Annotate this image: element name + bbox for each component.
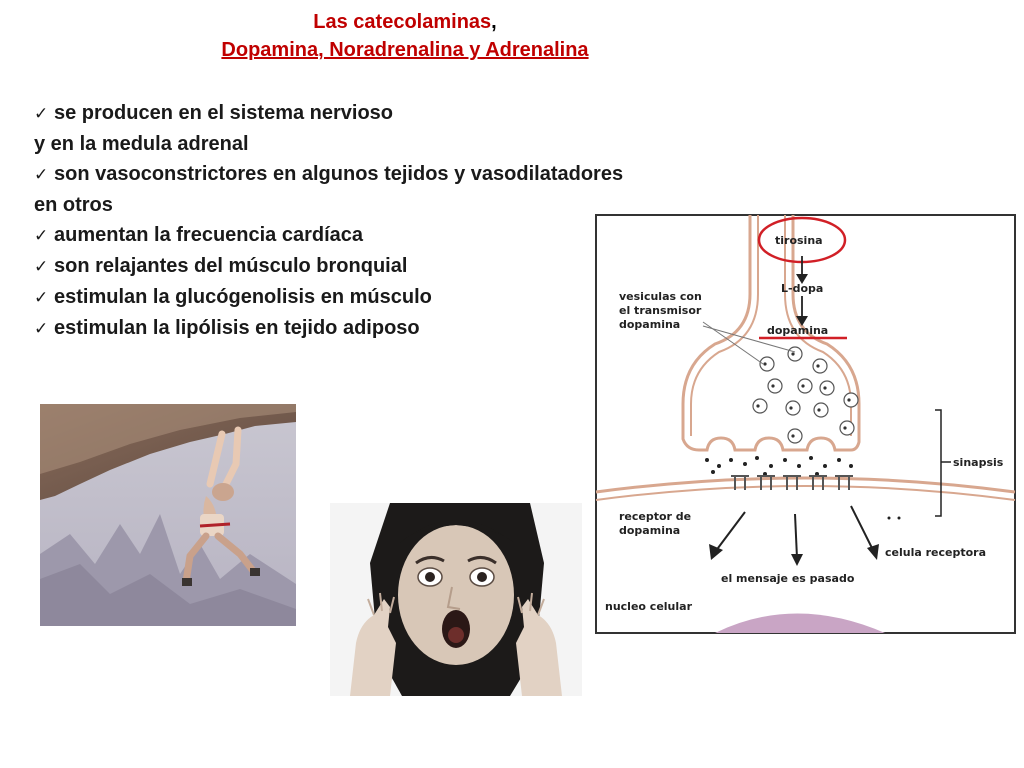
- title-text: Las catecolaminas: [313, 11, 492, 33]
- bullet-text: estimulan la lipólisis en tejido adiposo: [54, 317, 420, 339]
- label-dopamina: dopamina: [767, 324, 829, 337]
- bullet-item: [34, 159, 714, 190]
- bullet-text: en otros: [34, 194, 113, 216]
- title-comma: ,: [491, 11, 497, 33]
- bullet-text: y en la medula adrenal: [34, 133, 249, 155]
- bullet-text: se producen en el sistema nervioso: [54, 102, 394, 124]
- label-receptor-2: dopamina: [619, 524, 681, 537]
- label-receptor-1: receptor de: [619, 510, 692, 523]
- scared-woman-photo: [330, 503, 582, 696]
- label-vesiculas-1: vesiculas con: [619, 290, 702, 303]
- check-icon: ✓: [34, 226, 49, 245]
- slide-subtitle: Dopamina, Noradrenalina y Adrenalina: [221, 39, 589, 61]
- bullet-continuation: [34, 129, 714, 159]
- label-nucleo: nucleo celular: [605, 600, 693, 613]
- check-icon: ✓: [34, 257, 49, 276]
- slide-title-block: [0, 8, 810, 64]
- check-icon: ✓: [34, 288, 49, 307]
- synapse-diagram: [595, 214, 1016, 634]
- label-tirosina: tirosina: [775, 234, 823, 247]
- bullet-text: estimulan la glucógenolisis en músculo: [54, 286, 432, 308]
- bullet-text: aumentan la frecuencia cardíaca: [54, 224, 364, 246]
- label-mensaje: el mensaje es pasado: [721, 572, 855, 585]
- climber-photo: [40, 404, 296, 626]
- bullet-text: son vasoconstrictores en algunos tejidos y vasodilatadores: [54, 163, 624, 185]
- check-icon: ✓: [34, 165, 49, 184]
- label-vesiculas-3: dopamina: [619, 318, 681, 331]
- slide-title: [0, 8, 810, 36]
- check-icon: ✓: [34, 319, 49, 338]
- label-celula-receptora: celula receptora: [885, 546, 987, 559]
- label-sinapsis: sinapsis: [953, 456, 1004, 469]
- check-icon: ✓: [34, 104, 49, 123]
- label-ldopa: L-dopa: [781, 282, 824, 295]
- bullet-text: son relajantes del músculo bronquial: [54, 255, 408, 277]
- bullet-item: [34, 98, 714, 129]
- label-vesiculas-2: el transmisor: [619, 304, 702, 317]
